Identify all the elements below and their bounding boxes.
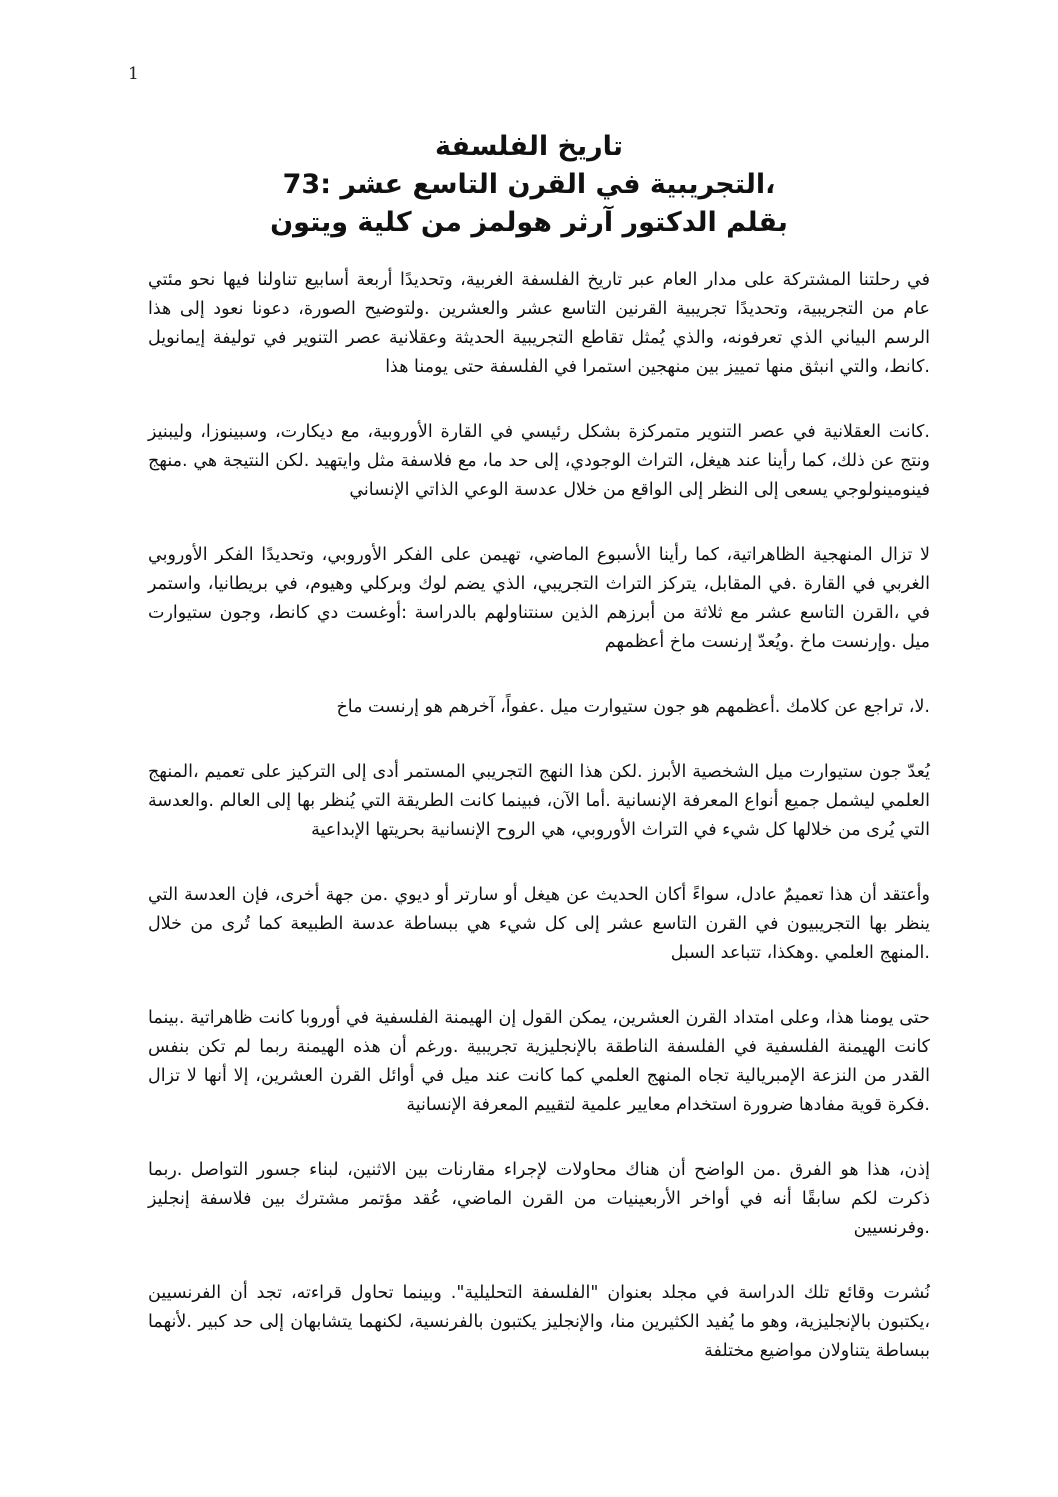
paragraph: لا تزال المنهجية الظاهراتية، كما رأينا الأسبوع الماضي، تهيمن على الفكر الأوروبي، وتحديدًا الفكر الأوروبي الغربي في القارة .في المقابل، يتركز التراث التجريبي، الذي يضم لوك وبركلي وهيوم، في بريطانيا، واستمر في ،القرن التاسع عشر مع ثلاثة من أبرزهم الذين سنتناولهم بالدراسة :أوغست دي كانط، وجون ستيوارت ميل .وإرنست ماخ .ويُعدّ إرنست ماخ أعظمهم bbox=[148, 545, 930, 652]
page-number: 1 bbox=[128, 64, 139, 84]
paragraph: حتى يومنا هذا، وعلى امتداد القرن العشرين، يمكن القول إن الهيمنة الفلسفية في أوروبا كانت ظاهراتية .بينما كانت الهيمنة الفلسفية في الفلسفة الناطقة بالإنجليزية تجريبية .ورغم أن هذه الهيمنة ربما لم تكن بنفس القدر من النزعة الإمبريالية تجاه المنهج العلمي كما كانت عند ميل في أوائل القرن العشرين، إلا أنها لا تزال .فكرة قوية مفادها ضرورة استخدام معايير علمية لتقييم المعرفة الإنسانية bbox=[148, 1008, 930, 1115]
paragraph: .لا، تراجع عن كلامك .أعظمهم هو جون ستيوارت ميل .عفواً، آخرهم هو إرنست ماخ bbox=[336, 697, 930, 717]
paragraph: نُشرت وقائع تلك الدراسة في مجلد بعنوان "الفلسفة التحليلية". وبينما تحاول قراءته، تجد أن الفرنسيين ،يكتبون بالإنجليزية، وهو ما يُفيد الكثيرين منا، والإنجليز يكتبون بالفرنسية، لكنهما يتشابهان إلى حد كبير .لأنهما ببساطة يتناولان مواضيع مختلفة bbox=[148, 1283, 930, 1361]
paragraph: في رحلتنا المشتركة على مدار العام عبر تاريخ الفلسفة الغربية، وتحديدًا أربعة أسابيع تناولنا فيها نحو مئتي عام من التجريبية، وتحديدًا تجريبية القرنين التاسع عشر والعشرين .ولتوضيح الصورة، دعونا نعود إلى هذا الرسم البياني الذي تعرفونه، والذي يُمثل تقاطع التجريبية الحديثة وعقلانية عصر التنوير في توليفة إيمانويل .كانط، والتي انبثق منها تمييز بين منهجين استمرا في الفلسفة حتى يومنا هذا bbox=[148, 270, 930, 377]
paragraph: يُعدّ جون ستيوارت ميل الشخصية الأبرز .لكن هذا النهج التجريبي المستمر أدى إلى التركيز على تعميم ،المنهج العلمي ليشمل جميع أنواع المعرفة الإنسانية .أما الآن، فبينما كانت الطريقة التي يُنظر بها إلى العالم .والعدسة التي يُرى من خلالها كل شيء في التراث الأوروبي، هي الروح الإنسانية بحريتها الإبداعية bbox=[148, 762, 930, 840]
document-title bbox=[120, 128, 938, 242]
title-line-1: تاريخ الفلسفة bbox=[435, 131, 623, 162]
paragraph: إذن، هذا هو الفرق .من الواضح أن هناك محاولات لإجراء مقارنات بين الاثنين، لبناء جسور التواصل .ربما ذكرت لكم سابقًا أنه في أواخر الأربعينيات من القرن الماضي، عُقد مؤتمر مشترك بين فلاسفة إنجليز .وفرنسيين bbox=[148, 1160, 930, 1238]
title-line-2: ،التجريبية في القرن التاسع عشر :73 bbox=[282, 169, 776, 200]
paragraph: وأعتقد أن هذا تعميمٌ عادل، سواءً أكان الحديث عن هيغل أو سارتر أو ديوي .من جهة أخرى، فإن العدسة التي ينظر بها التجريبيون في القرن التاسع عشر إلى كل شيء هي ببساطة عدسة الطبيعة كما تُرى من خلال .المنهج العلمي .وهكذا، تتباعد السبل bbox=[148, 885, 930, 963]
title-line-3: بقلم الدكتور آرثر هولمز من كلية ويتون bbox=[270, 207, 788, 238]
paragraph: .كانت العقلانية في عصر التنوير متمركزة بشكل رئيسي في القارة الأوروبية، مع ديكارت، وسبينوزا، وليبنيز ونتج عن ذلك، كما رأينا عند هيغل، التراث الوجودي، إلى حد ما، مع فلاسفة مثل وايتهيد .لكن النتيجة هي .منهج فينومينولوجي يسعى إلى النظر إلى الواقع من خلال عدسة الوعي الذاتي الإنساني bbox=[148, 422, 930, 500]
body-text bbox=[148, 266, 930, 1402]
